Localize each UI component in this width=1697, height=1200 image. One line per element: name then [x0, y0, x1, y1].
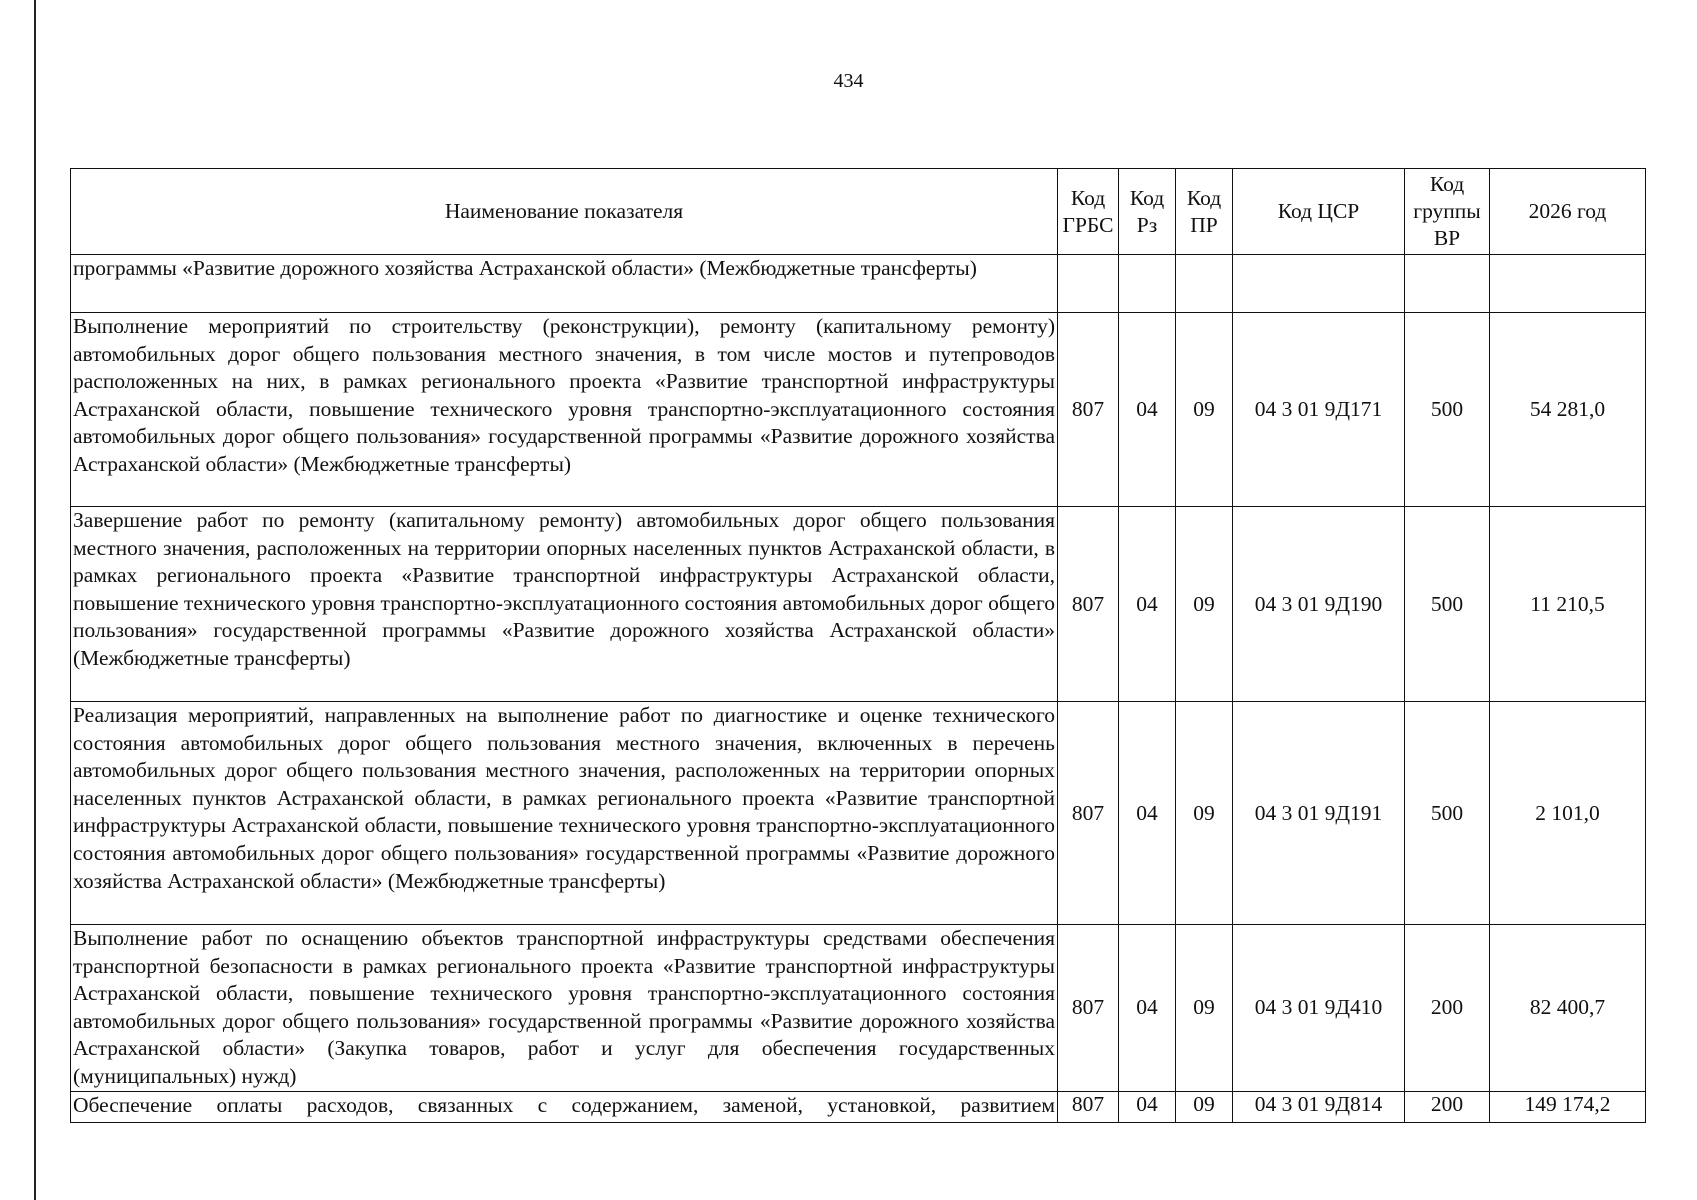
header-year: 2026 год	[1490, 169, 1646, 255]
row-grbs	[1058, 255, 1119, 313]
row-rz: 04	[1119, 702, 1176, 925]
row-rz: 04	[1119, 507, 1176, 702]
row-rz: 04	[1119, 313, 1176, 507]
row-name: Обеспечение оплаты расходов, связанных с содержанием, заменой, установкой, развитием	[71, 1091, 1058, 1122]
row-vr: 200	[1405, 1091, 1490, 1122]
row-vr	[1405, 255, 1490, 313]
header-rz: Код Рз	[1119, 169, 1176, 255]
row-amount: 82 400,7	[1490, 925, 1646, 1092]
row-pr: 09	[1176, 507, 1233, 702]
row-vr: 500	[1405, 313, 1490, 507]
row-rz	[1119, 255, 1176, 313]
row-name: программы «Развитие дорожного хозяйства Астраханской области» (Межбюджетные трансферты)	[71, 255, 1058, 313]
row-rz: 04	[1119, 925, 1176, 1092]
row-pr: 09	[1176, 1091, 1233, 1122]
row-amount: 11 210,5	[1490, 507, 1646, 702]
row-vr: 500	[1405, 702, 1490, 925]
row-vr: 200	[1405, 925, 1490, 1092]
row-csr: 04 3 01 9Д190	[1233, 507, 1405, 702]
budget-table	[70, 168, 1646, 1123]
row-grbs: 807	[1058, 702, 1119, 925]
row-csr	[1233, 255, 1405, 313]
row-name: Выполнение мероприятий по строительству (реконструкции), ремонту (капитальному ремонту) автомобильных дорог общего пользования местного значения, в том числе мостов и путепроводов расположенных на них, в рамках регионального проекта «Развитие транспортной инфраструктуры Астраханской области, повышение технического уровня транспортно-эксплуатационного состояния автомобильных дорог общего пользования» государственной программы «Развитие дорожного хозяйства Астраханской области» (Межбюджетные трансферты)	[71, 313, 1058, 507]
table-row	[71, 702, 1646, 925]
row-csr: 04 3 01 9Д171	[1233, 313, 1405, 507]
row-pr: 09	[1176, 313, 1233, 507]
header-csr: Код ЦСР	[1233, 169, 1405, 255]
row-amount: 2 101,0	[1490, 702, 1646, 925]
row-amount: 54 281,0	[1490, 313, 1646, 507]
header-grbs: Код ГРБС	[1058, 169, 1119, 255]
row-name: Выполнение работ по оснащению объектов транспортной инфраструктуры средствами обеспечения транспортной безопасности в рамках регионального проекта «Развитие транспортной инфраструктуры Астраханской области, повышение технического уровня транспортно-эксплуатационного состояния автомобильных дорог общего пользования» государственной программы «Развитие дорожного хозяйства Астраханской области» (Закупка товаров, работ и услуг для обеспечения государственных (муниципальных) нужд)	[71, 925, 1058, 1092]
header-row	[71, 169, 1646, 255]
table-row	[71, 925, 1646, 1092]
table-row	[71, 255, 1646, 313]
row-name: Реализация мероприятий, направленных на выполнение работ по диагностике и оценке технического состояния автомобильных дорог общего пользования местного значения, включенных в перечень автомобильных дорог общего пользования местного значения, расположенных на территории опорных населенных пунктов Астраханской области, в рамках регионального проекта «Развитие транспортной инфраструктуры Астраханской области, повышение технического уровня транспортно-эксплуатационного состояния автомобильных дорог общего пользования» государственной программы «Развитие дорожного хозяйства Астраханской области» (Межбюджетные трансферты)	[71, 702, 1058, 925]
row-grbs: 807	[1058, 507, 1119, 702]
row-grbs: 807	[1058, 313, 1119, 507]
row-pr: 09	[1176, 702, 1233, 925]
row-name: Завершение работ по ремонту (капитальному ремонту) автомобильных дорог общего пользования местного значения, расположенных на территории опорных населенных пунктов Астраханской области, в рамках регионального проекта «Развитие транспортной инфраструктуры Астраханской области, повышение технического уровня транспортно-эксплуатационного состояния автомобильных дорог общего пользования» государственной программы «Развитие дорожного хозяйства Астраханской области» (Межбюджетные трансферты)	[71, 507, 1058, 702]
row-amount: 149 174,2	[1490, 1091, 1646, 1122]
row-pr: 09	[1176, 925, 1233, 1092]
row-pr	[1176, 255, 1233, 313]
page-number: 434	[833, 70, 864, 92]
table-row	[71, 1091, 1646, 1122]
row-grbs: 807	[1058, 925, 1119, 1092]
row-csr: 04 3 01 9Д191	[1233, 702, 1405, 925]
binding-line	[34, 0, 36, 1200]
table-row	[71, 507, 1646, 702]
row-csr: 04 3 01 9Д410	[1233, 925, 1405, 1092]
row-rz: 04	[1119, 1091, 1176, 1122]
row-vr: 500	[1405, 507, 1490, 702]
row-grbs: 807	[1058, 1091, 1119, 1122]
header-vr: Код группы ВР	[1405, 169, 1490, 255]
table-row	[71, 313, 1646, 507]
row-amount	[1490, 255, 1646, 313]
header-pr: Код ПР	[1176, 169, 1233, 255]
header-name: Наименование показателя	[71, 169, 1058, 255]
row-csr: 04 3 01 9Д814	[1233, 1091, 1405, 1122]
